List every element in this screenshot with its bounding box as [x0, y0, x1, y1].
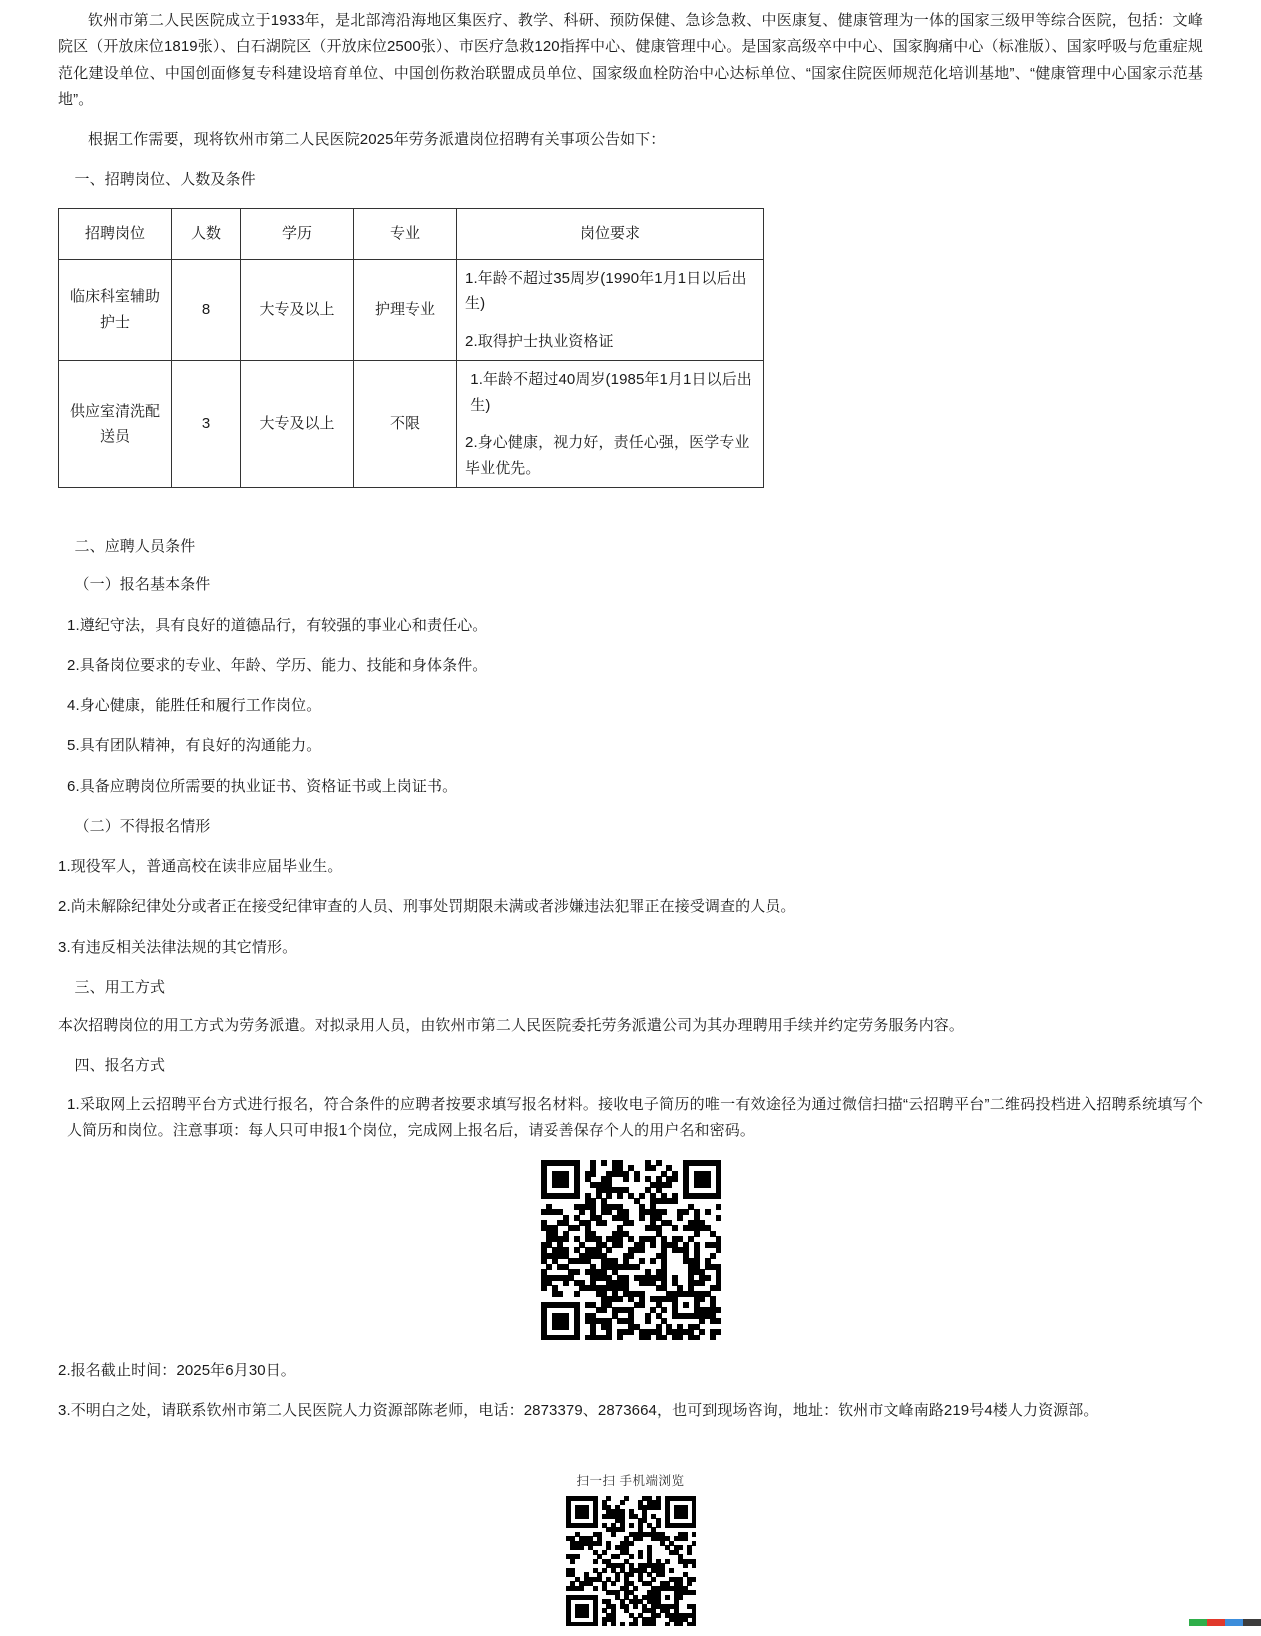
section-3-title: 三、用工方式 — [74, 978, 166, 996]
footer-swatch-red — [1207, 1619, 1225, 1626]
qr-code-recruitment-platform — [541, 1160, 721, 1340]
requirement-line: 2.身心健康，视力好，责任心强，医学专业毕业优先。 — [465, 434, 750, 477]
footer-swatch-green — [1189, 1619, 1207, 1626]
requirement-line: 1.年龄不超过35周岁(1990年1月1日以后出生) — [465, 269, 747, 312]
basic-condition-item: 1.遵纪守法，具有良好的道德品行，有较强的事业心和责任心。 — [67, 616, 488, 634]
qr-code-mobile-browse — [566, 1496, 696, 1626]
section-3-text: 本次招聘岗位的用工方式为劳务派遣。对拟录用人员，由钦州市第二人民医院委托劳务派遣公司为其办理聘用手续并约定劳务服务内容。 — [58, 1017, 965, 1034]
cell-requirements — [457, 361, 764, 488]
qr-mobile-caption: 扫一扫 手机端浏览 — [576, 1473, 685, 1488]
footer-swatch-dark — [1243, 1619, 1261, 1626]
bottom-spacer — [58, 1439, 1203, 1467]
cell-education: 大专及以上 — [241, 361, 354, 488]
requirement-line: 2.取得护士执业资格证 — [465, 332, 614, 350]
qr-main-container — [58, 1160, 1203, 1340]
table-row — [59, 259, 764, 361]
cell-major: 不限 — [354, 361, 457, 488]
intro-paragraph: 钦州市第二人民医院成立于1933年，是北部湾沿海地区集医疗、教学、科研、预防保健、急诊急救、中医康复、健康管理为一体的国家三级甲等综合医院，包括：文峰院区（开放床位1819张）、白石湖院区（开放床位2500张）、市医疗急救120指挥中心、健康管理中心。是国家高级卒中中心、国家胸痛中心（标准版）、国家呼吸与危重症规范化建设单位、中国创面修复专科建设培育单位、中国创伤救治联盟成员单位、国家级血栓防治中心达标单位、“国家住院医师规范化培训基地”、“健康管理中心国家示范基地”。 — [58, 12, 1203, 108]
header-post: 招聘岗位 — [59, 208, 172, 259]
footer-color-bar — [1189, 1619, 1261, 1626]
apply-step-1: 1.采取网上云招聘平台方式进行报名，符合条件的应聘者按要求填写报名材料。接收电子简历的唯一有效途径为通过微信扫描“云招聘平台”二维码投档进入招聘系统填写个人简历和岗位。注意事项：每人只可申报1个岗位，完成网上报名后，请妥善保存个人的用户名和密码。 — [67, 1095, 1203, 1139]
requirement-line: 1.年龄不超过40周岁(1985年1月1日以后出生) — [470, 371, 752, 414]
disqualification-item: 1.现役军人，普通高校在读非应届毕业生。 — [58, 858, 343, 875]
basic-condition-item: 4.身心健康，能胜任和履行工作岗位。 — [67, 697, 322, 714]
purpose-paragraph: 根据工作需要，现将钦州市第二人民医院2025年劳务派遣岗位招聘有关事项公告如下： — [88, 131, 666, 148]
cell-post: 临床科室辅助护士 — [59, 259, 172, 361]
footer-swatch-blue — [1225, 1619, 1243, 1626]
table-row — [59, 361, 764, 488]
basic-condition-item: 2.具备岗位要求的专业、年龄、学历、能力、技能和身体条件。 — [67, 656, 488, 674]
section-1-title: 一、招聘岗位、人数及条件 — [74, 171, 256, 189]
basic-condition-item: 6.具备应聘岗位所需要的执业证书、资格证书或上岗证书。 — [67, 777, 458, 795]
section-2-sub-2: （二）不得报名情形 — [74, 817, 211, 835]
cell-education: 大专及以上 — [241, 259, 354, 361]
header-count: 人数 — [172, 208, 241, 259]
cell-major: 护理专业 — [354, 259, 457, 361]
cell-requirements — [457, 259, 764, 361]
header-education: 学历 — [241, 208, 354, 259]
apply-step-3: 3.不明白之处，请联系钦州市第二人民医院人力资源部陈老师，电话：2873379、2873664，也可到现场咨询，地址：钦州市文峰南路219号4楼人力资源部。 — [58, 1402, 1099, 1420]
section-2-sub-1: （一）报名基本条件 — [74, 576, 211, 594]
cell-count: 3 — [172, 361, 241, 488]
section-2-title: 二、应聘人员条件 — [74, 538, 196, 555]
apply-step-2: 2.报名截止时间：2025年6月30日。 — [58, 1362, 296, 1379]
disqualification-item: 2.尚未解除纪律处分或者正在接受纪律审查的人员、刑事处罚期限未满或者涉嫌违法犯罪正在接受调查的人员。 — [58, 898, 796, 916]
section-4-title: 四、报名方式 — [74, 1057, 166, 1075]
cell-count: 8 — [172, 259, 241, 361]
recruitment-table — [58, 208, 764, 489]
header-major: 专业 — [354, 208, 457, 259]
basic-condition-item: 5.具有团队精神，有良好的沟通能力。 — [67, 737, 322, 755]
disqualification-item: 3.有违反相关法律法规的其它情形。 — [58, 938, 298, 956]
header-requirement: 岗位要求 — [457, 208, 764, 259]
table-header-row — [59, 208, 764, 259]
cell-post: 供应室清洗配送员 — [59, 361, 172, 488]
qr-mobile-container — [58, 1471, 1203, 1627]
table-spacer — [58, 506, 1203, 534]
